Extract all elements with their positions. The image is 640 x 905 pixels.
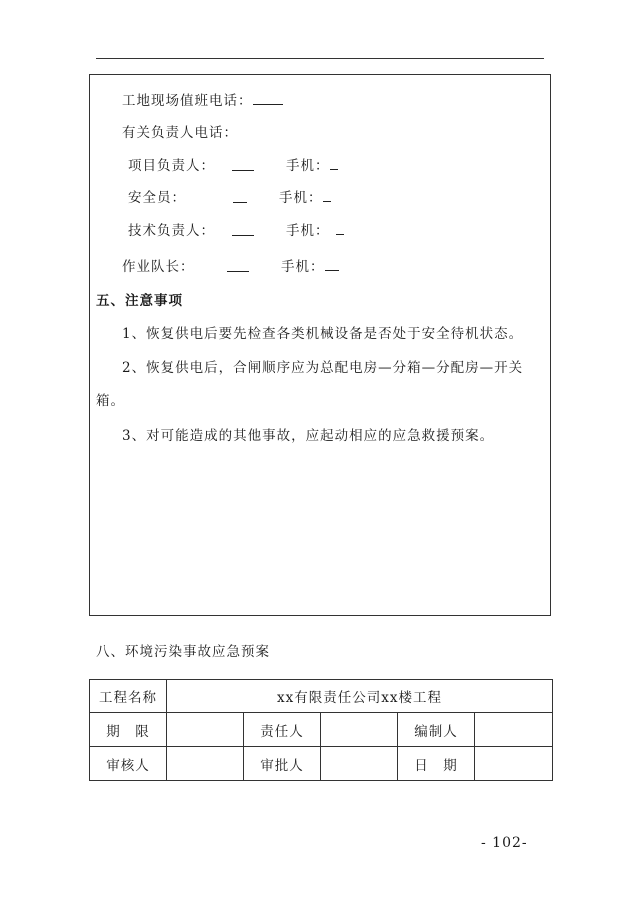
contact-blank [232, 156, 254, 171]
section-8-title: 八、环境污染事故应急预案 [96, 644, 270, 660]
contact-mobile-technical-lead [286, 219, 344, 239]
site-duty-phone-label: 工地现场值班电话： [122, 93, 253, 109]
note-item-2-cont: 箱。 [96, 393, 125, 409]
table-row [90, 713, 553, 747]
contact-mobile-crew-leader [281, 255, 339, 275]
table-row [90, 680, 553, 713]
contact-blank [232, 221, 254, 236]
contact-row-crew-leader [122, 255, 195, 275]
contact-mobile-label: 手机： [281, 259, 325, 275]
contact-role: 技术负责人： [128, 223, 215, 239]
approver-value [321, 747, 398, 781]
contact-row-safety-officer [128, 186, 186, 206]
contact-mobile-blank [336, 220, 344, 235]
responsible-phone-label: 有关负责人电话： [122, 125, 238, 141]
responsible-label: 责任人 [244, 713, 321, 747]
project-name-value: xx有限责任公司xx楼工程 [167, 680, 553, 713]
contact-mobile-blank [323, 187, 331, 202]
contact-mobile-label: 手机： [286, 158, 330, 174]
note-item-1: 1、恢复供电后要先检查各类机械设备是否处于安全待机状态。 [122, 326, 524, 342]
note-item-2: 2、恢复供电后，合闸顺序应为总配电房—分箱—分配房—开关 [122, 360, 524, 376]
contact-mobile-blank [330, 155, 338, 170]
plan-info-table [89, 679, 553, 781]
contact-row-technical-lead [128, 219, 215, 239]
notes-heading: 五、注意事项 [96, 293, 183, 309]
site-duty-phone-line [122, 89, 283, 109]
note-item-3: 3、对可能造成的其他事故，应起动相应的应急救援预案。 [122, 428, 495, 444]
contact-blank [227, 257, 249, 272]
contact-row-project-manager [128, 154, 215, 174]
contact-mobile-safety-officer [279, 186, 331, 206]
contact-blank [233, 188, 247, 203]
page-number: - 102- [481, 835, 528, 851]
contact-role: 项目负责人： [128, 158, 215, 174]
date-value [475, 747, 553, 781]
contact-role: 安全员： [128, 190, 186, 206]
contact-mobile-blank [325, 256, 339, 271]
editor-value [475, 713, 553, 747]
editor-label: 编制人 [398, 713, 475, 747]
contact-mobile-project-manager [286, 154, 338, 174]
reviewer-value [167, 747, 244, 781]
contact-mobile-label: 手机： [286, 223, 330, 239]
table-row [90, 747, 553, 781]
contact-mobile-label: 手机： [279, 190, 323, 206]
contact-role: 作业队长： [122, 259, 195, 275]
reviewer-label: 审核人 [90, 747, 167, 781]
period-label: 期 限 [90, 713, 167, 747]
approver-label: 审批人 [244, 747, 321, 781]
site-duty-phone-blank [253, 90, 283, 105]
period-value [167, 713, 244, 747]
header-rule [96, 58, 544, 59]
responsible-value [321, 713, 398, 747]
project-name-label: 工程名称 [90, 680, 167, 713]
date-label: 日 期 [398, 747, 475, 781]
